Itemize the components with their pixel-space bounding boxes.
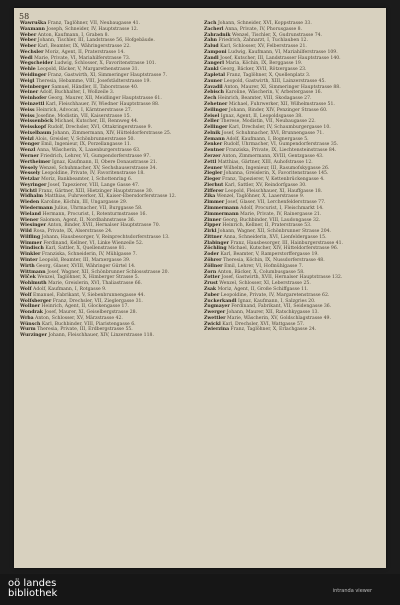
entry-surname: Winkler [20,252,41,258]
entry-surname: Zangerl [204,61,224,67]
entry-details: Michael, Kutscher, XIV, Hütteldorferstrasse 96. [228,246,339,252]
entry-details: Heinrich, Advocat, I, Kärntnerstrasse 27. [36,107,133,113]
entry-surname: Zeller [204,119,220,125]
entry-details: Karoline, Wäscherin, V, Arbeitergasse 16. [225,90,323,96]
entry-details: Karl, Drechsler, IV, Schaumburgergasse 10. [228,125,331,131]
entry-surname: Werner [20,153,39,159]
entry-surname: Zahradnik [204,32,231,38]
entry-details: Michael, Fuhrwerker, XII, Wilhelmstrasse 51. [228,101,335,107]
entry-surname: Zsak [204,286,217,292]
entry-details: Johann, Maurer, XII, Ratschkygasse 13. [226,310,319,316]
entry-surname: Zandl [204,55,219,61]
logo-line-1: oö landes [8,578,57,589]
entry-details: Leopoldine, Private, IV, Margaretenstrasse 62. [220,292,330,298]
entry-surname: Zach [204,21,217,26]
entry-details: Anton, Maurer, XI, Simmeringer Hauptstrasse 88. [224,84,341,90]
right-column [204,22,380,334]
viewer-credit[interactable]: intranda viewer [332,588,372,594]
entry-details: Adolf, Kaufmann, I, Rotgasse 9. [33,286,107,292]
entry-details: Karl, Fleischhauer, IV, Wiedner Hauptstrasse 88. [45,101,160,107]
entry-details: Johann, Tischler, III, Landstrasse 56, Hofgebäude. [37,38,155,44]
entry-surname: Zinner [204,217,222,223]
entry-details: Salomon, Agent, II, Nordbahnstrasse 36. [39,217,136,223]
entry-details: Emanuel, Fabrikant, V, Siebenbrunnengasse 44. [33,292,145,298]
entry-surname: Weinberger [20,84,50,90]
entry-details: Anna, Schneiderin, XVI, Lienfeldergasse 15. [223,234,327,240]
entry-surname: Wild [20,229,32,235]
entry-details: Josef, Wagner, XII, Schönbrunner Schlossstrasse 20. [47,269,170,275]
entry-surname: Wessely [20,171,41,177]
entry-details: Franz, Gastwirth, XI, Simmeringer Hauptstrasse 7. [47,73,168,79]
entry-surname: Zeilinger [204,107,228,113]
entry-details: Wenzel, Schuhmacher, XV, Sechshauserstrasse 34. [39,165,157,171]
entry-surname: Wedl [20,55,33,61]
entry-details: Georg, Bäcker, XVII, Rötzergasse 23. [220,67,307,73]
entry-details: Ignaz, Agent, II, Leopoldsgasse 38. [220,113,303,119]
entry-details: Josef, Schuhmacher, XVI, Brunnengasse 71. [221,130,324,136]
entry-details: Marie, Wäscherin, XV, Goldschlagstrasse 49. [227,315,331,321]
entry-details: Franz, Gärtner, XIII, Hietzinger Hauptstrasse 30. [38,188,154,194]
entry-surname: Zavadil [204,84,223,90]
entry-surname: Wurzinger [20,333,47,339]
entry-details: Emil, Lehrer, VI, Hofmühlgasse 7. [224,263,304,269]
entry-details: Therese, Modistin, VII, Neubaugasse 22. [220,119,316,125]
entry-surname: Zech [204,96,217,102]
entry-details: Moriz, Agent, II, Große Schiffgasse 11. [217,286,309,292]
entry-surname: Wimmer [20,240,42,246]
entry-surname: Zrust [204,281,218,287]
entry-surname: Zöhrer [204,258,222,264]
entry-surname: Zieger [204,177,221,183]
entry-surname: Weissenböck [20,119,54,125]
entry-details: Heinrich, Beamter, VIII, Skodagasse 27. [217,96,312,102]
entry-details: Wilhelm, Ingenieur, III, Rasumofskygasse 26. [223,165,330,171]
entry-surname: Wertheimer [20,159,51,165]
entry-surname: Wiener [20,217,39,223]
entry-surname: Zwettler [204,315,226,321]
entry-surname: Zoder [204,252,219,258]
entry-surname: Wirth [20,263,35,269]
entry-details: Anton, Schlosser, XV, Märzstrasse 42. [35,315,123,321]
entry-details: Rosa, Private, IX, Alserstrasse 24. [33,229,113,235]
entry-details: Wenzel, Tischler, X, Gudrunstrasse 74. [232,32,322,38]
entry-surname: Wieland [20,211,42,217]
entry-details: Joseph, Schneider, IV, Hauptstrasse 12. [46,26,139,32]
entry-surname: Wiedermann [20,206,53,211]
entry-surname: Wehle [20,67,36,73]
entry-details: Adolf, Procurist, I, Fleischmarkt 14. [240,206,324,211]
entry-details: Anton, Bäcker, X, Columbusgasse 58. [217,269,305,275]
entry-surname: Zuckerkandl [204,298,237,304]
viewer-footer [0,574,400,605]
entry-surname: Wondrak [20,310,43,316]
entry-details: Adolf, Kaufmann, I, Bognergasse 5. [226,136,309,142]
page-number: 58 [19,12,30,21]
entry-surname: Winter [20,258,38,264]
entry-surname: Zacherl [204,26,224,32]
entry-surname: Zimmer [204,200,225,206]
entry-surname: Wohlmuth [20,281,47,287]
entry-surname: Wrba [20,315,34,321]
entry-details: Johann, Schneider, XVI, Koppstrasse 33. [217,21,312,26]
entry-surname: Zimmermann [204,211,239,217]
entry-details: Alois, Greisler, V, Schönbrunnerstrasse 50. [35,136,135,142]
entry-details: Ignaz, Kaufmann, I, Salzgries 20. [237,298,316,304]
entry-surname: Zöllner [204,263,223,269]
entry-details: Leopold, Fleischhauer, XI, Hauffgasse 18. [225,188,323,194]
entry-details: Heinrich, Kellner, II, Praterstrasse 53. [222,223,312,229]
entry-surname: Zahn [204,38,218,44]
entry-details: Moriz, Bankbeamter, I, Schottenring 6. [41,177,133,183]
entry-details: Franz, Hausbesorger, III, Hainburgerstrasse 41. [230,240,343,246]
entry-details: Anton, Kaufmann, I, Graben 8. [37,32,110,38]
entry-details: Georg, Glaser, XVIII, Währinger Gürtel 14. [36,263,136,269]
entry-details: Johann, Wagner, XII, Schönbrunner Strasse 204. [217,229,332,235]
entry-details: Leopold, Gastwirth, XIII, Lainzerstrasse 45. [223,78,326,84]
entry-details: Wenzel, Taglöhner, X, Laaerstrasse 9. [216,194,305,200]
entry-surname: Zellinger [204,125,228,131]
entry-details: Karl, Beamter, V, Ramperstorffergasse 19. [220,252,319,258]
entry-surname: Waxmann [20,26,45,32]
entry-surname: Zerzer [204,153,221,159]
entry-details: Karl, Buchbinder, VIII, Piaristengasse 6. [41,321,136,327]
entry-details: Ludwig, Schlosser, X, Favoritenstrasse 101. [54,61,157,67]
entry-details: Anton, Binder, XVII, Hernalser Hauptstrasse 70. [47,223,161,229]
entry-details: Anna, Wäscherin, X, Laxenburgerstrasse 63. [36,148,141,154]
entry-surname: Weber [20,44,37,50]
entry-details: Leopoldine, Private, IV, Favoritenstrasse 18. [41,171,145,177]
entry-details: Matthias, Gärtner, XIII, Auhofstrasse 12. [217,159,313,165]
entry-details: Karl, Schlosser, XV, Felberstrasse 21. [220,44,307,50]
entry-details: Friedrich, Lehrer, VI, Gumpendorferstrasse 97. [40,153,151,159]
entry-surname: Wetzlar [20,177,40,183]
entry-details: Josef, Glaser, VII, Lerchenfelderstrasse 77. [225,200,326,206]
entry-details: Maria, Köchin, IX, Berggasse 19. [225,61,303,67]
entry-details: Michael, Kutscher, III, Rennweg 44. [54,119,139,125]
entry-surname: Wesely [20,165,38,171]
entry-surname: Zenker [204,142,223,148]
entry-surname: Wolf [20,292,32,298]
entry-details: Ludwig, Kaufmann, VI, Mariahilferstrasse 109. [228,49,338,55]
entry-surname: Wolfsberger [20,298,52,304]
entry-details: Franz, Taglöhner, X, Erlachgasse 24. [230,327,317,333]
entry-surname: Weiss [20,107,35,113]
entry-details: Friedrich, Zahnarzt, I, Tuchlauben 12. [218,38,308,44]
entry-details: Josef, Maurer, XI, Geiselbergstrasse 28. [44,310,138,316]
entry-surname: Wenzl [20,148,36,154]
document-page [14,8,386,568]
entry-surname: Zebisch [204,90,224,96]
entry-surname: Zorn [204,269,217,275]
entry-details: Hermann, Procurist, I, Rotenturmstrasse 16. [42,211,147,217]
entry-details: Karl, Drechsler, XVI, Wattgasse 57. [222,321,305,327]
entry-surname: Widhalm [20,194,43,200]
entry-surname: Wollner [20,304,41,310]
entry-details: Ferdinand, Kellner, VI, Linke Wienzeile 52. [43,240,144,246]
entry-details: Theresia, Hebamme, VIII, Josefstädterstrasse 19. [35,78,151,84]
entry-details: Franz, Taglöhner, VII, Neubaugasse 41. [47,21,141,26]
entry-surname: Welzl [20,136,34,142]
entry-details: Johanna, Greislerin, X, Favoritenstrasse 145. [223,171,329,177]
entry-details: Georg, Maurer, XII, Meidlinger Hauptstrasse 61. [47,96,162,102]
entry-surname: Weber [20,32,37,38]
entry-details: Theresia, Köchin, IX, Nussdorferstrasse 48. [223,258,325,264]
entry-surname: Zotter [204,275,221,281]
entry-details: Franz, Taglöhner, X, Quellenplatz 3. [226,73,311,79]
entry-details: Josef, Kutscher, III, Landstrasser Hauptstrasse 140. [220,55,341,61]
entry-details: Karl, Beamter, IX, Währingerstrasse 22. [37,44,131,50]
entry-surname: Weyringer [20,182,47,188]
entry-surname: Weixelbaum [20,130,52,136]
entry-surname: Zittner [204,234,223,240]
entry-surname: Weisskopf [20,125,47,131]
entry-surname: Wichtl [20,188,37,194]
entry-surname: Ziegler [204,171,223,177]
entry-surname: Zalud [204,44,219,50]
entry-details: Leopold, Bäcker, V, Margarethenstrasse 31. [37,67,140,73]
entry-details: Johann, Binder, XIV, Penzinger Strasse 60. [228,107,328,113]
entry-surname: Zlabinger [204,240,229,246]
entry-details: Wenzel, Schlosser, XI, Leberstrasse 25. [219,281,311,287]
entry-details: Anton, Zimmermann, XVIII, Gentzgasse 43. [222,153,324,159]
entry-details: Franziska, Private, IX, Liechtensteinstrasse 84. [225,148,337,154]
entry-details: Moriz, Agent, II, Praterstrasse 14. [45,49,125,55]
entry-surname: Zifferer [204,188,224,194]
entry-details: Johann, Fleischhauer, XIV, Linzerstrasse 118. [48,333,154,339]
entry-details: Ferdinand, Fabrikant, VII, Seidengasse 36. [231,304,332,310]
entry-details: Josef, Gastwirth, XVII, Hernalser Hauptstrasse 132. [221,275,343,281]
entry-details: Marie, Private, VI, Mariahilferstrasse 73. [34,55,131,61]
entry-surname: Zwickl [204,321,221,327]
entry-details: Heinrich, Agent, II, Glockengasse 17. [41,304,129,310]
entry-surname: Zuber [204,292,220,298]
entry-surname: Wieden [20,200,40,206]
entry-details: Adolf, Buchhalter, I, Wollzeile 3. [39,90,115,96]
entry-surname: Windisch [20,246,44,252]
entry-surname: Wolf [20,286,32,292]
entry-surname: Zemann [204,136,225,142]
entry-details: Josefine, Modistin, VII, Kaiserstrasse 15. [36,113,131,119]
entry-details: Theresia, Private, III, Erdbergstrasse 55. [37,327,133,333]
entry-surname: Zierhut [204,182,224,188]
entry-surname: Weinhofer [20,96,47,102]
entry-surname: Wawruška [20,21,47,26]
entry-details: Anna, Private, IV, Phorusgasse 8. [225,26,303,32]
entry-details: Samuel, Händler, II, Taborstrasse 40. [51,84,139,90]
entry-surname: Wilfling [20,234,41,240]
entry-surname: Weidinger [20,73,47,79]
entry-surname: Wünsch [20,321,41,327]
entry-surname: Zeuner [204,165,223,171]
entry-details: Marie, Greislerin, XVI, Thaliastrasse 66. [48,281,143,287]
entry-details: Franziska, Schneiderin, IV, Mühlgasse 7. [41,252,137,258]
entry-details: Karoline, Köchin, III, Ungargasse 29. [40,200,128,206]
entry-surname: Zwerger [204,310,226,316]
entry-surname: Weiss [20,113,35,119]
left-column [20,22,196,340]
entry-surname: Zwierzina [204,327,230,333]
entry-details: Rudolf, Uhrmacher, VI, Gumpendorferstrasse 35. [223,142,339,148]
entry-details: Franz, Drechsler, VII, Zieglergasse 31. [52,298,143,304]
entry-surname: Zimmermann [204,206,239,211]
entry-surname: Zipper [204,223,221,229]
entry-details: Julius, Uhrmacher, VII, Burggasse 58. [54,206,143,211]
entry-surname: Wittmann [20,269,46,275]
entry-details: Georg, Buchbinder, VIII, Laudongasse 32. [222,217,321,223]
entry-details: Karl, Sattler, X, Quellenstrasse 81. [45,246,127,252]
entry-surname: Zapletal [204,73,226,79]
entry-details: Emil, Ingenieur, IX, Porzellangasse 11. [41,142,132,148]
entry-details: Johann, Zimmermann, XIV, Hütteldorferstrasse 25. [52,130,172,136]
entry-surname: Weiner [20,90,39,96]
entry-surname: Wurm [20,327,36,333]
logo-line-2: bibliothek [8,588,58,599]
entry-details: Ignaz, Kaufmann, II, Obere Donaustrasse 21. [51,159,158,165]
entry-details: Marie, Private, IV, Rainergasse 21. [240,211,322,217]
directory-entry [20,334,196,339]
entry-surname: Wegscheider [20,61,53,67]
entry-surname: Zugmayer [204,304,230,310]
directory-entry [204,328,380,333]
entry-surname: Zettl [204,159,217,165]
entry-surname: Zauner [204,78,223,84]
entry-surname: Zankl [204,67,219,73]
entry-details: Wenzel, Taglöhner, X, Himberger Strasse 5. [37,275,140,281]
entry-surname: Wiesinger [20,223,46,229]
entry-details: Leopold, Beamter, III, Marxergasse 39. [39,258,131,264]
entry-surname: Zeisel [204,113,220,119]
entry-surname: Zehetner [204,101,228,107]
entry-surname: Zika [204,194,216,200]
entry-surname: Zirkl [204,229,217,235]
entry-surname: Weinzettl [20,101,45,107]
entry-surname: Zöchling [204,246,227,252]
entry-details: Matthias, Fuhrwerker, XI, Kaiser-Ebersdorferstrasse 12. [44,194,177,200]
entry-details: Karl, Sattler, XV, Reindorfgasse 30. [224,182,307,188]
entry-surname: Weigl [20,78,35,84]
entry-details: Rudolf, Drechsler, XVI, Ottakringerstrasse 9. [47,125,153,131]
entry-surname: Zentner [204,148,225,154]
entry-surname: Wechsler [20,49,44,55]
entry-surname: Zelnik [204,130,221,136]
entry-details: Josef, Tapezierer, VIII, Lange Gasse 47. [47,182,140,188]
entry-details: Johann, Hausbesorger, V, Reinprechtsdorferstrasse 13. [41,234,170,240]
entry-details: Franz, Tapezierer, V, Kettenbrückengasse 4. [222,177,325,183]
entry-surname: Zamponi [204,49,227,55]
entry-surname: Weber [20,38,37,44]
entry-surname: Wlček [20,275,36,281]
entry-surname: Wenger [20,142,40,148]
